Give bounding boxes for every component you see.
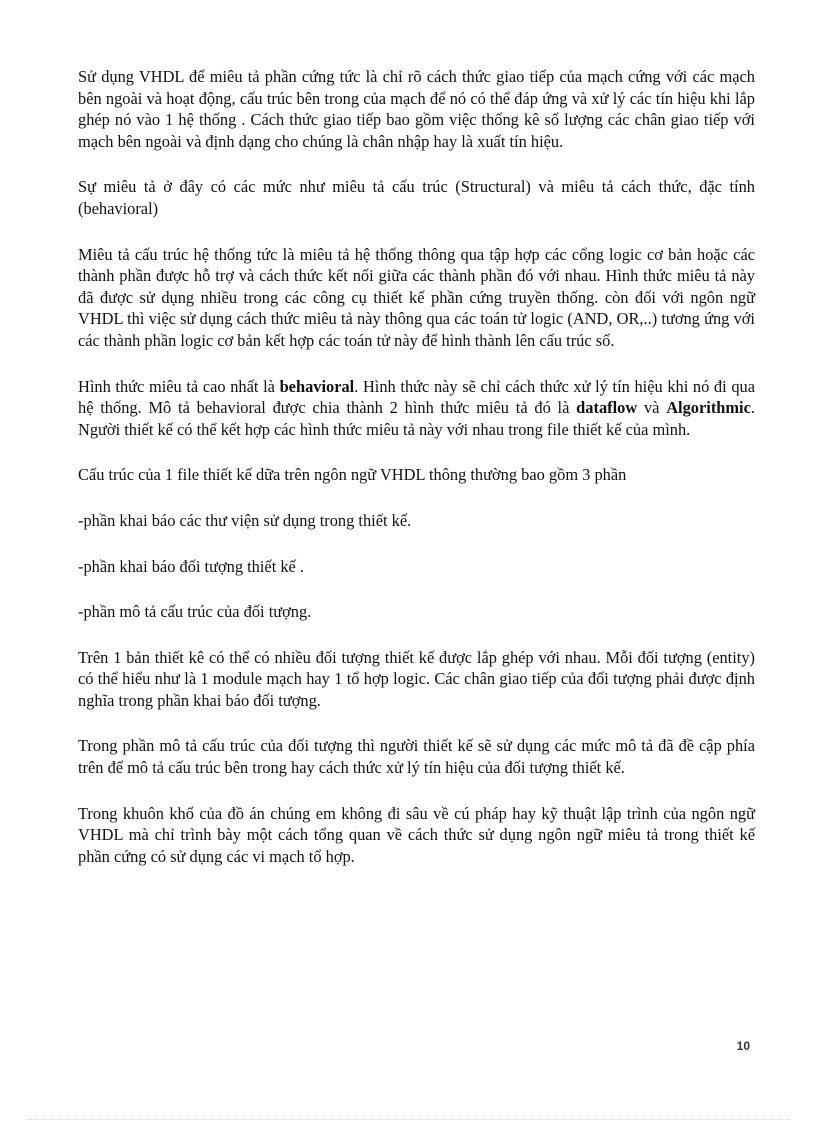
paragraph-behavioral-description <box>78 376 755 441</box>
behavioral-term: behavioral <box>279 376 355 396</box>
page-content <box>78 66 755 891</box>
paragraph-file-structure: Cấu trúc của 1 file thiết kế dữa trên ngôn ngữ VHDL thông thường bao gồm 3 phần <box>78 465 627 485</box>
behavioral-text-c: . Hình thức này sẽ chỉ cách thức xử lý tín hiệu khi nó đi qua hệ thống. Mô tả behavioral được chia thành 2 hình thức miêu tả đó là <box>78 376 755 418</box>
paragraph-architecture: Trong phần mô tả cấu trúc của đối tượng thì người thiết kế sẽ sử dụng các mức mô tả đã đề cập phía trên để mô tả cấu trúc bên trong hay cách thức xử lý tín hiệu của đối tượng thiết kế. <box>78 736 755 778</box>
paragraph-entities: Trên 1 bản thiết kê có thể có nhiều đối tượng thiết kế được lắp ghép với nhau. Mỗi đối tượng (entity) có thể hiểu như là 1 module mạch hay 1 tổ hợp logic. Các chân giao tiếp của đối tượng phải được định nghĩa trong phần khai báo đối tượng. <box>78 647 755 710</box>
page-number: 10 <box>736 1039 750 1053</box>
list-item-library-declaration: -phần khai báo các thư viện sử dụng trong thiết kế. <box>78 510 412 530</box>
dataflow-term: dataflow <box>576 398 638 418</box>
paragraph-scope: Trong khuôn khổ của đồ án chúng em không đi sâu về cú pháp hay kỹ thuật lập trình của ngôn ngữ VHDL mà chỉ trình bày một cách tổng quan về cách thức sử dụng ngôn ngữ miêu tả trong thiết kế phần cứng có sử dụng các vi mạch tổ hợp. <box>78 803 755 866</box>
list-item-entity-declaration: -phần khai báo đối tượng thiết kế . <box>78 556 305 576</box>
behavioral-text-g: . Người thiết kế có thể kết hợp các hình thức miêu tả này với nhau trong file thiết kế của mình. <box>78 398 755 439</box>
list-item-architecture-description: -phần mô tả cấu trúc của đối tượng. <box>78 602 312 622</box>
paragraph-vhdl-intro: Sử dụng VHDL để miêu tả phần cứng tức là chỉ rõ cách thức giao tiếp của mạch cứng với các mạch bên ngoài và hoạt động, cấu trúc bên trong của mạch để nó có thể đáp ứng và xử lý các tín hiệu khi lắp ghép nó vào 1 hệ thống . Cách thức giao tiếp bao gồm việc thống kê số lượng các chân giao tiếp với mạch bên ngoài và định dạng cho chúng là chân nhập hay là xuất tín hiệu. <box>78 67 755 151</box>
paragraph-description-levels: Sự miêu tả ở đây có các mức như miêu tả cấu trúc (Structural) và miêu tả cách thức, đặc tính (behavioral) <box>78 177 755 218</box>
page-bottom-divider <box>26 1119 790 1120</box>
behavioral-text-e: và <box>637 398 667 418</box>
paragraph-structural-description: Miêu tả cấu trúc hệ thống tức là miêu tả hệ thống thông qua tập hợp các cổng logic cơ bản hoặc các thành phần được hỗ trợ và cách thức kết nối giữa các thành phần đó với nhau. Hình thức miêu tả này đã được sử dụng nhiều trong các công cụ thiết kế phần cứng truyền thống. còn đối với ngôn ngữ VHDL thì việc sử dụng cách thức miêu tả này thông qua các toán tử logic (AND, OR,..) tương ứng với các thành phần logic cơ bản kết hợp các toán tử này để hình thành lên cấu trúc số. <box>78 244 755 350</box>
algorithmic-term: Algorithmic <box>666 398 751 418</box>
behavioral-text-a: Hình thức miêu tả cao nhất là <box>78 376 280 396</box>
